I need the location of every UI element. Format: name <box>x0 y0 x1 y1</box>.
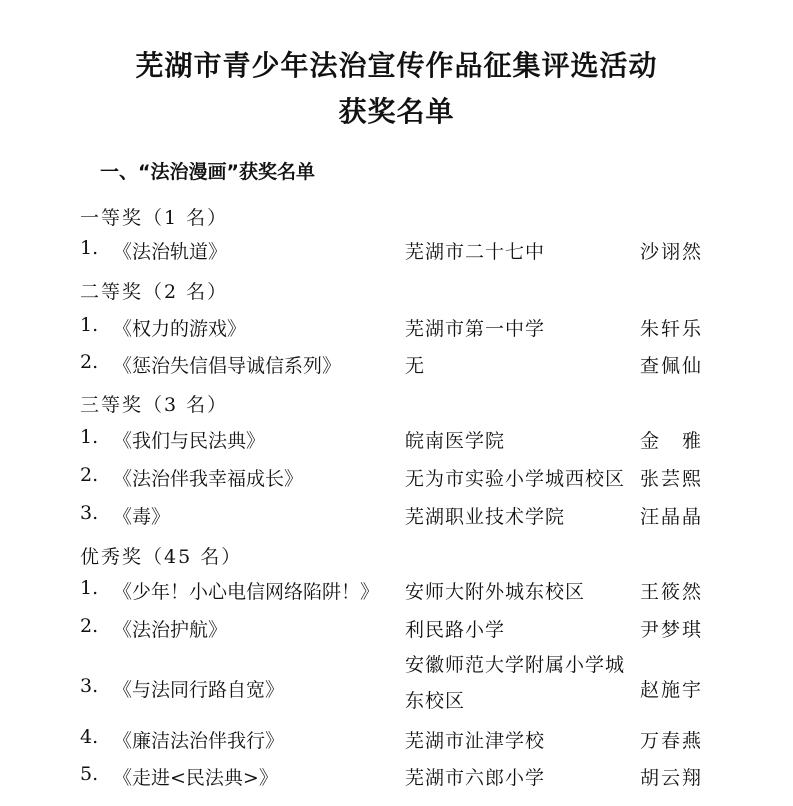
winner-name: 赵施宇 <box>640 679 704 701</box>
award-row <box>0 496 793 532</box>
award-row <box>0 571 793 607</box>
winner-name: 胡云翔 <box>640 767 704 789</box>
school-name: 芜湖市第一中学 <box>405 318 546 340</box>
work-title: 《惩治失信倡导诚信系列》 <box>113 355 342 377</box>
entry-number: 1. <box>80 426 99 448</box>
award-row <box>0 231 793 267</box>
school-name: 芜湖市六郎小学 <box>405 767 546 789</box>
entry-number: 4. <box>80 726 99 748</box>
school-name: 安师大附外城东校区 <box>405 581 586 603</box>
section-heading: 一、“法治漫画”获奖名单 <box>100 161 315 183</box>
winner-name: 朱轩乐 <box>640 318 704 340</box>
award-row <box>0 609 793 645</box>
school-name: 无为市实验小学城西校区 <box>405 468 626 490</box>
entry-number: 3. <box>80 502 99 524</box>
work-title: 《走进<民法典>》 <box>113 767 278 789</box>
award-row <box>0 647 793 721</box>
entry-number: 5. <box>80 763 99 785</box>
school-name: 利民路小学 <box>405 619 506 641</box>
work-title: 《法治护航》 <box>113 619 228 641</box>
school-name: 安徽师范大学附属小学城东校区 <box>405 654 626 712</box>
prize-heading-second: 二等奖（2 名） <box>80 281 229 303</box>
winner-name: 王筱然 <box>640 581 704 603</box>
entry-number: 1. <box>80 237 99 259</box>
work-title: 《法治轨道》 <box>113 241 228 263</box>
entry-number: 3. <box>80 675 99 697</box>
prize-heading-merit: 优秀奖（45 名） <box>80 546 243 568</box>
entry-number: 2. <box>80 615 99 637</box>
work-title: 《权力的游戏》 <box>113 318 247 340</box>
entry-number: 2. <box>80 464 99 486</box>
work-title: 《法治伴我幸福成长》 <box>113 468 304 490</box>
winner-name: 金 雅 <box>640 430 704 452</box>
work-title: 《少年！小心电信网络陷阱！》 <box>113 581 380 603</box>
winner-name: 万春燕 <box>640 730 704 752</box>
school-name: 皖南医学院 <box>405 430 506 452</box>
school-name: 芜湖市沚津学校 <box>405 730 546 752</box>
school-name: 无 <box>405 355 426 377</box>
school-name: 芜湖职业技术学院 <box>405 506 566 528</box>
winner-name: 沙诩然 <box>640 241 704 263</box>
prize-heading-first: 一等奖（1 名） <box>80 207 229 229</box>
entry-number: 2. <box>80 351 99 373</box>
winner-name: 查佩仙 <box>640 355 704 377</box>
work-title: 《廉洁法治伴我行》 <box>113 730 285 752</box>
award-row <box>0 458 793 494</box>
winner-name: 尹梦琪 <box>640 619 704 641</box>
work-title: 《毒》 <box>113 506 171 528</box>
work-title: 《与法同行路自宽》 <box>113 679 285 701</box>
award-row <box>0 720 793 756</box>
prize-heading-third: 三等奖（3 名） <box>80 394 229 416</box>
award-row <box>0 420 793 456</box>
document-title: 芜湖市青少年法治宣传作品征集评选活动 <box>135 49 658 82</box>
school-name: 芜湖市二十七中 <box>405 241 546 263</box>
entry-number: 1. <box>80 314 99 336</box>
award-row <box>0 345 793 381</box>
award-row <box>0 757 793 793</box>
work-title: 《我们与民法典》 <box>113 430 266 452</box>
document-subtitle: 获奖名单 <box>338 95 455 128</box>
winner-name: 张芸熙 <box>640 468 704 490</box>
entry-number: 1. <box>80 577 99 599</box>
winner-name: 汪晶晶 <box>640 506 704 528</box>
award-row <box>0 308 793 344</box>
